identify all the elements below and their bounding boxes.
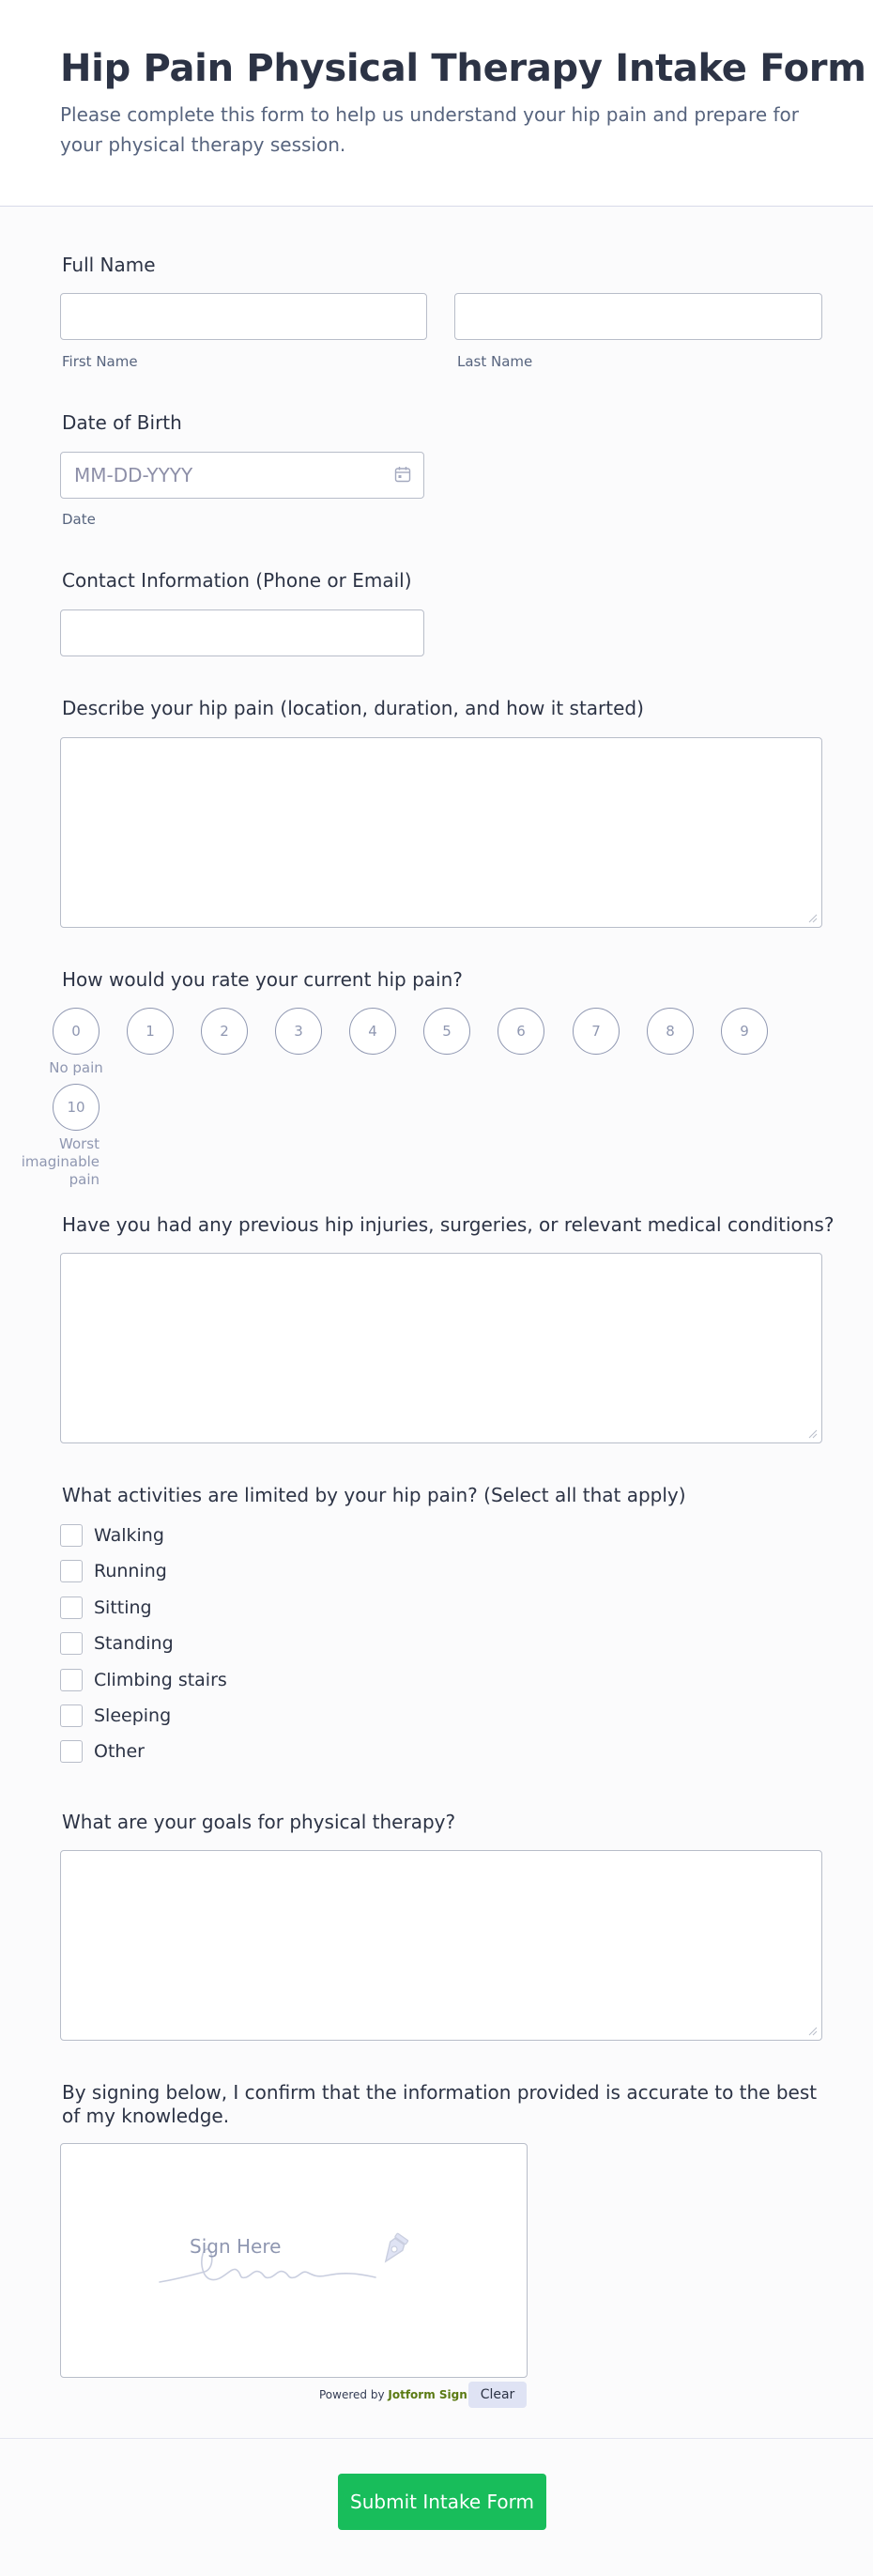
- pain-rating-7[interactable]: 7: [573, 1008, 620, 1055]
- checkbox[interactable]: [60, 1632, 83, 1655]
- checkbox[interactable]: [60, 1524, 83, 1547]
- activity-option-other[interactable]: [60, 1739, 145, 1764]
- last-name-sublabel: Last Name: [457, 353, 533, 370]
- full-name-label: Full Name: [62, 254, 156, 276]
- form-header: [0, 0, 873, 207]
- dob-label: Date of Birth: [62, 411, 182, 434]
- pain-rating-5[interactable]: 5: [423, 1008, 470, 1055]
- powered-by-prefix: Powered by: [319, 2388, 385, 2401]
- pain-rating-0[interactable]: 0: [53, 1008, 100, 1055]
- activity-option-sitting[interactable]: [60, 1596, 152, 1620]
- checkbox[interactable]: [60, 1560, 83, 1582]
- signature-label: By signing below, I confirm that the information provided is accurate to the best of my knowledge.: [62, 2081, 818, 2127]
- pain-rating-4[interactable]: 4: [349, 1008, 396, 1055]
- history-textarea[interactable]: [60, 1253, 822, 1443]
- contact-input[interactable]: [60, 609, 424, 656]
- activity-option-label: Climbing stairs: [94, 1670, 227, 1690]
- pain-rating-8[interactable]: 8: [647, 1008, 694, 1055]
- pain-rating-min-caption: No pain: [49, 1059, 103, 1076]
- clear-signature-button[interactable]: Clear: [468, 2382, 527, 2408]
- pain-description-label: Describe your hip pain (location, duration, and how it started): [62, 697, 644, 719]
- pain-rating-max-caption: Worst imaginable pain: [21, 1135, 100, 1188]
- checkbox[interactable]: [60, 1704, 83, 1727]
- submit-button[interactable]: Submit Intake Form: [338, 2474, 546, 2530]
- activity-option-label: Sleeping: [94, 1705, 172, 1726]
- activity-option-label: Other: [94, 1741, 145, 1762]
- history-label: Have you had any previous hip injuries, surgeries, or relevant medical conditions?: [62, 1213, 835, 1236]
- first-name-sublabel: First Name: [62, 353, 138, 370]
- contact-label: Contact Information (Phone or Email): [62, 569, 412, 592]
- jotform-sign-brand[interactable]: Jotform Sign: [388, 2388, 467, 2401]
- pain-rating-10[interactable]: 10: [53, 1084, 100, 1131]
- pain-rating-2[interactable]: 2: [201, 1008, 248, 1055]
- activity-option-running[interactable]: [60, 1559, 167, 1583]
- pain-rating-label: How would you rate your current hip pain?: [62, 968, 463, 991]
- resize-grip-icon[interactable]: [808, 1429, 818, 1439]
- checkbox[interactable]: [60, 1669, 83, 1691]
- activity-option-walking[interactable]: [60, 1523, 164, 1548]
- pain-rating-6[interactable]: 6: [498, 1008, 544, 1055]
- pain-rating-3[interactable]: 3: [275, 1008, 322, 1055]
- activities-label: What activities are limited by your hip pain? (Select all that apply): [62, 1484, 686, 1506]
- dob-sublabel: Date: [62, 511, 96, 528]
- activity-option-climbing-stairs[interactable]: [60, 1668, 227, 1692]
- activity-option-standing[interactable]: [60, 1631, 174, 1656]
- pain-description-textarea[interactable]: [60, 737, 822, 928]
- activity-option-label: Running: [94, 1561, 167, 1581]
- last-name-input[interactable]: [454, 293, 822, 340]
- form-subtitle: Please complete this form to help us understand your hip pain and prepare for your physical therapy session.: [60, 103, 799, 156]
- goals-label: What are your goals for physical therapy?: [62, 1811, 456, 1833]
- activity-option-label: Standing: [94, 1633, 174, 1654]
- calendar-icon[interactable]: [394, 466, 411, 483]
- pain-rating-9[interactable]: 9: [721, 1008, 768, 1055]
- form-title: Hip Pain Physical Therapy Intake Form: [60, 47, 866, 90]
- dob-input[interactable]: [60, 452, 424, 499]
- powered-by-text: [319, 2388, 467, 2401]
- goals-textarea[interactable]: [60, 1850, 822, 2041]
- resize-grip-icon[interactable]: [808, 2027, 818, 2036]
- checkbox[interactable]: [60, 1740, 83, 1763]
- pain-rating-1[interactable]: 1: [127, 1008, 174, 1055]
- signature-placeholder: Sign Here: [190, 2235, 282, 2258]
- resize-grip-icon[interactable]: [808, 914, 818, 923]
- checkbox[interactable]: [60, 1597, 83, 1619]
- dob-field: [60, 452, 424, 499]
- activity-option-label: Sitting: [94, 1597, 152, 1618]
- first-name-input[interactable]: [60, 293, 427, 340]
- activity-option-label: Walking: [94, 1525, 164, 1546]
- activity-option-sleeping[interactable]: [60, 1704, 171, 1728]
